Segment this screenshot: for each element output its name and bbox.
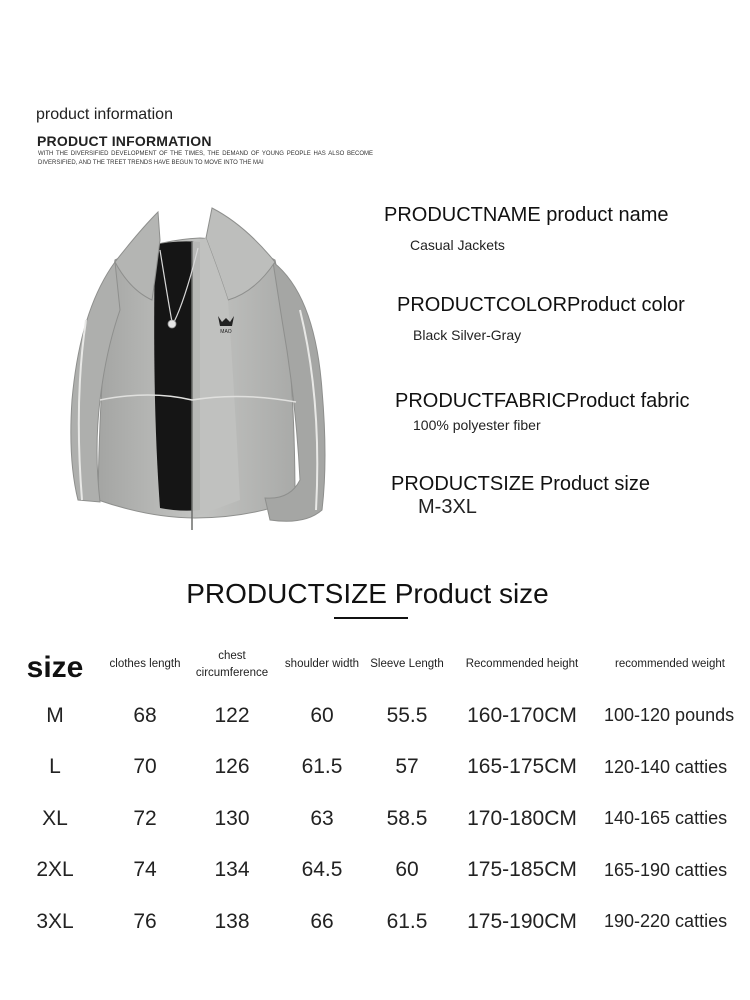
cell-length: 70 xyxy=(133,755,157,779)
table-row xyxy=(10,690,740,742)
logo-text: MAO xyxy=(220,329,232,335)
table-row xyxy=(10,793,740,845)
header-recommended-weight: recommended weight xyxy=(615,658,725,671)
size-table xyxy=(10,640,740,948)
product-fabric-value: 100% polyester fiber xyxy=(413,417,541,433)
cell-height: 175-185CM xyxy=(467,858,577,882)
cell-size: M xyxy=(46,703,64,727)
cell-size: 2XL xyxy=(36,858,74,882)
product-fabric-heading: PRODUCTFABRICProduct fabric xyxy=(395,390,690,412)
cell-sleeve: 60 xyxy=(395,858,419,882)
cell-weight: 165-190 catties xyxy=(604,859,728,880)
product-name-value: Casual Jackets xyxy=(410,237,505,253)
header-size: size xyxy=(26,651,84,684)
header-shoulder-width: shoulder width xyxy=(284,658,360,671)
cell-chest: 126 xyxy=(214,755,250,779)
cell-length: 68 xyxy=(133,703,157,727)
cell-shoulder: 64.5 xyxy=(301,858,343,882)
product-size-value: M-3XL xyxy=(418,496,477,518)
cell-size: 3XL xyxy=(36,909,74,933)
cell-height: 170-180CM xyxy=(467,806,577,830)
product-size-heading: PRODUCTSIZE Product size xyxy=(391,473,650,495)
cell-length: 76 xyxy=(133,909,157,933)
cell-weight: 120-140 catties xyxy=(604,756,728,777)
cell-length: 74 xyxy=(133,858,157,882)
cell-shoulder: 60 xyxy=(310,703,334,727)
header-small-title: product information xyxy=(36,106,173,123)
cell-shoulder: 63 xyxy=(310,806,334,830)
size-section-title: PRODUCTSIZE Product size xyxy=(186,578,549,609)
cell-chest: 138 xyxy=(214,909,250,933)
cell-shoulder: 66 xyxy=(310,909,334,933)
size-table-header xyxy=(10,640,740,690)
cell-length: 72 xyxy=(133,806,157,830)
product-photo xyxy=(60,200,340,545)
product-name-heading: PRODUCTNAME product name xyxy=(384,204,669,226)
header-tagline: WITH THE DIVERSIFIED DEVELOPMENT OF THE TIMES, THE DEMAND OF YOUNG PEOPLE HAS ALSO BECOME DIVERSIFIED, AND THE TREET TRENDS HAVE BEGUN TO MOVE INTO THE MAI xyxy=(38,151,373,166)
cell-sleeve: 58.5 xyxy=(386,806,428,830)
cell-sleeve: 55.5 xyxy=(386,703,428,727)
title-underline xyxy=(334,617,408,619)
table-row xyxy=(10,742,740,794)
cell-chest: 130 xyxy=(214,806,250,830)
cell-weight: 140-165 catties xyxy=(604,808,728,829)
info-color xyxy=(397,294,685,343)
cell-size: XL xyxy=(42,806,68,830)
table-row xyxy=(10,845,740,897)
table-row xyxy=(10,896,740,948)
cell-size: L xyxy=(49,755,61,779)
cell-sleeve: 61.5 xyxy=(386,909,428,933)
header-title: PRODUCT INFORMATION xyxy=(37,133,212,149)
header-recommended-height: Recommended height xyxy=(465,658,579,671)
cell-weight: 100-120 pounds xyxy=(604,705,735,726)
header-chest-circumference: chest circumference xyxy=(195,649,269,679)
header-sleeve-length: Sleeve Length xyxy=(370,658,444,671)
info-name xyxy=(384,204,669,253)
cell-height: 165-175CM xyxy=(467,755,577,779)
product-color-heading: PRODUCTCOLORProduct color xyxy=(397,294,685,316)
cell-shoulder: 61.5 xyxy=(301,755,343,779)
cell-sleeve: 57 xyxy=(395,755,419,779)
info-fabric xyxy=(395,390,690,433)
header-clothes-length: clothes length xyxy=(109,658,181,671)
cell-weight: 190-220 catties xyxy=(604,911,728,932)
cell-height: 175-190CM xyxy=(467,909,577,933)
cell-chest: 122 xyxy=(214,703,250,727)
cell-chest: 134 xyxy=(214,858,250,882)
cell-height: 160-170CM xyxy=(467,703,577,727)
product-color-value: Black Silver-Gray xyxy=(413,327,522,343)
info-size xyxy=(391,473,650,519)
